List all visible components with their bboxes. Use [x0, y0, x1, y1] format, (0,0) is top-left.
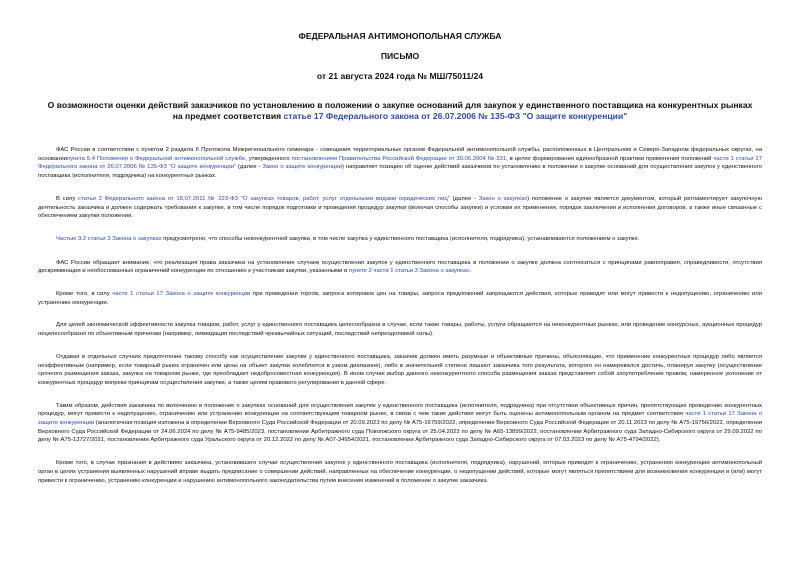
paragraph-text: (аналогичная позиция изложена в определении Верховного Суда Российской Федерации от 20.09.2023 по делу № А75-16759/2022, определении Верховного Суда Российской Федерации от 20.11.2023 по делу № А75-19756/2022, определении Верховного Суда Российской Федерации от 24.06.2024 по делу № А75-9485/2023, постановлении Арбитражного суда Поволжского округа от 25.04.2023 по делу № А65-13899/2022, постановлении Арбитражного суда Западно-Сибирского округа от 29.09.2022 по делу № А75-13727/2021, постановлении Арбитражного суда Уральского округа от 20.12.2022 по делу № А07-34954/2021, постановлении Арбитражного суда Западно-Сибирского округа от 07.03.2023 по делу № А75-4794/2022). — [38, 420, 763, 444]
law-reference-link[interactable]: Частью 3.2 статьи 3 Закона о закупках — [56, 235, 162, 242]
paragraph-text: Кроме того, в случае признания в действиях заказчика, установившего случаи осуществления закупок у единственного поставщика (исполнителя, подрядчика), нарушений, которые приводят к ограничению, устранению конкуренции антимонопольный орган в целях устранения выявленных нарушений вправе выдать предписание о совершении действий, направленных на обеспечение конкуренции, о недопущении действий, которые могут являться препятствием для возникновения конкуренции и (или) могут привести к ограничению, устранению конкуренции и нарушению антимонопольного законодательства путем внесения изменений в положение о закупке заказчика. — [38, 460, 762, 484]
subject-line-2-prefix: на предмет соответствия — [172, 111, 284, 121]
subject-line-1: О возможности оценки действий заказчиков по установлению в положении о закупке оснований для закупок у единственного поставщика на конкурентных рынках — [47, 100, 753, 110]
paragraph-text: Кроме того, в силу — [56, 291, 113, 298]
paragraph-text: ) направляет позицию об оценке действий заказчиков по установлению в положении о закупке оснований для осуществления закупок у единственного поставщика (исполнителя, подрядчика) на конкурентных рынках. — [38, 164, 763, 180]
paragraph-text: (далее - — [236, 164, 263, 171]
law-reference-link[interactable]: постановлением Правительства Российской Федерации от 30.06.2004 № 331 — [291, 155, 507, 162]
law-reference-link[interactable]: пункта 5.4 Положения о Федеральной антимонопольной службе — [66, 155, 246, 162]
paragraph — [38, 235, 762, 244]
paragraph-text: ФАС России в соответствии с пунктом 2 раздела II Протокола Межрегионального семинара - совещания территориальных органов Федеральной антимонопольной службы, расположенных в Центральном и Северо-Западном федеральных округах, на основании — [38, 147, 762, 162]
document-type: ПИСЬМО — [380, 51, 420, 61]
law-reference-link[interactable]: части 1 статьи 17 Закона о защите конкуренции — [112, 291, 251, 298]
paragraph — [38, 195, 762, 221]
paragraph-text: (далее - — [449, 195, 479, 202]
document-subject — [38, 100, 762, 122]
paragraph-text: Отдавая в отдельных случаях предпочтение такому способу как осуществление закупки у единственного поставщика, заказчик должен иметь разумные и объективные причины, объясняющие, что применение конкурентных процедур либо является неэффективным (например, если товарный рынок ограничен или цены на объект закупки колеблются в узком диапазоне), либо в значительной степени лишают заказчика того результата, которого он намеревался достичь, планируя закупку (осуществление срочного размещения заказа, закупка на товарном рынке, где преобладает недобросовестная конкуренция). В ином случае выбор данного неконкурентного способа размещения заказа представляет собой злоупотребление правом, намеренное уклонение от конкурентных процедур вопреки принципам осуществления закупки, а также целям правового регулирования в данной сфере. — [38, 353, 762, 386]
paragraph-text: Таким образом, действия заказчика по включению в положение о закупках оснований для осуществления закупок у единственного поставщика (исполнителя, подрядчика) при отсутствии объективных причин, препятствующих проведению конкурентных процедур, могут привести к недопущению, ограничению или устранению конкуренции на соответствующем товарном рынке, в связи с чем такие действия могут быть оценены антимонопольным органом на предмет соответствия — [38, 402, 762, 418]
paragraph-text: . — [469, 268, 471, 275]
paragraph — [38, 459, 762, 485]
document-date-number: от 21 августа 2024 года № МШ/75011/24 — [316, 71, 484, 81]
paragraph — [38, 321, 762, 338]
paragraph — [38, 259, 762, 276]
law-reference-link[interactable]: части 1 статьи 17 Закона о защите конкуренции — [38, 411, 762, 427]
paragraph-text: при проведении торгов, запроса котировок цен на товары, запроса предложений запрещаются действия, которые приводят или могут привести к недопущению, ограничению или устранению конкуренции. — [38, 291, 762, 306]
paragraph-text: , утвержденного — [245, 155, 292, 162]
paragraph-text: В силу — [56, 195, 79, 202]
paragraph — [38, 146, 762, 181]
law-reference-link[interactable]: части 1 статьи 17 Федерального закона от 26.07.2006 № 135-ФЗ "О защите конкуренции" — [38, 155, 762, 171]
agency-title: ФЕДЕРАЛЬНАЯ АНТИМОНОПОЛЬНАЯ СЛУЖБА — [298, 31, 502, 41]
paragraph — [38, 402, 762, 446]
law-reference-link[interactable]: пункте 2 части 1 статьи 3 Закона о закупках — [348, 268, 470, 275]
document-body — [38, 146, 762, 485]
law-reference-link[interactable]: Закон о закупках — [478, 195, 528, 202]
paragraph — [38, 353, 762, 388]
paragraph-text: ФАС России обращает внимание, что реализация права заказчика на установление случаев осуществления закупок у единственного поставщика в положении о закупке должна соотноситься с принципами равноправия, справедливости, отсутствия дискриминации и необоснованных ограничений конкуренции по отношению к участникам закупки, указанными в — [38, 259, 762, 275]
law-reference-link[interactable]: статьи 2 Федерального закона от 18.07.2011 № 223-ФЗ "О закупках товаров, работ, услуг отдельными видами юридических лиц" — [78, 195, 450, 202]
paragraph-text: , в целях формирования единообразной практики применения положений — [506, 155, 714, 162]
paragraph-text: Для целей экономической эффективности закупка товаров, работ, услуг у единственного поставщика целесообразна в случае, если такие товары, работы, услуги обращаются на неконкурентных рынках, или проведение конкурсных, аукционных процедур нецелесообразно по объективным причинам (например, ликвидация последствий чрезвычайных ситуаций, последствий непреодолимой силы). — [38, 322, 762, 338]
paragraph-text: ) положение о закупке является документом, который регламентирует закупочную деятельность заказчика и должен содержать требования к закупке, в том числе порядок подготовки и проведения процедур закупки (включая способы закупки) и условия их применения, порядок заключения и исполнения договоров, а также иные связанные с обеспечением закупки положения. — [38, 195, 763, 220]
paragraph-text: предусмотрено, что способы неконкурентной закупки, в том числе закупка у единственного поставщика (исполнителя, подрядчика), устанавливаются положением о закупке. — [161, 235, 640, 242]
subject-law-link[interactable]: статье 17 Федерального закона от 26.07.2006 № 135-ФЗ "О защите конкуренции" — [283, 111, 628, 121]
law-reference-link[interactable]: Закон о защите конкуренции — [262, 164, 342, 171]
paragraph — [38, 290, 762, 307]
